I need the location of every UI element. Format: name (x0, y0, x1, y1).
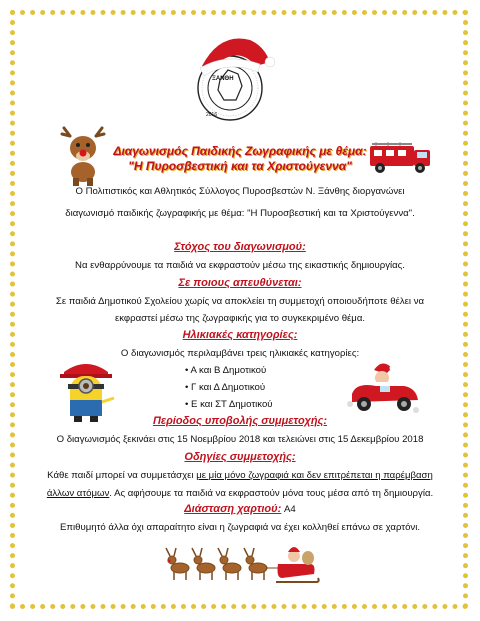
audience-heading: Σε ποιους απευθύνεται: (178, 277, 302, 289)
santa-sleigh-icon (160, 538, 320, 590)
goal-heading: Στόχος του διαγωνισμού: (174, 241, 306, 253)
instructions-line-1-a: Κάθε παιδί μπορεί να συμμετάσχει (47, 470, 197, 481)
instructions-line-1 (20, 468, 460, 483)
age-category-item: • Γ και Δ Δημοτικού (185, 379, 273, 396)
audience-line-1: Σε παιδιά Δημοτικού Σχολείου χωρίς να αποκλείει τη συμμετοχή οποιουδήποτε θέλει να (55, 296, 425, 307)
santa-car-icon (346, 360, 422, 416)
paper-label: Διάσταση χαρτιού: (184, 503, 282, 515)
period-text: Ο διαγωνισμός ξεκινάει στις 15 Νοεμβρίου 2018 και τελειώνει στις 15 Δεκεμβρίου 2018 (56, 434, 424, 445)
ages-heading: Ηλικιακές κατηγορίες: (182, 329, 298, 341)
instructions-heading: Οδηγίες συμμετοχής: (184, 451, 296, 463)
logo-year: 2016 (206, 112, 218, 118)
instructions-line-2 (20, 486, 460, 501)
instructions-line-2-a: άλλων ατόμων (46, 488, 110, 499)
ages-text: Ο διαγωνισμός περιλαμβάνει τρεις ηλικιακές κατηγορίες: (120, 348, 360, 359)
intro-line-2: διαγωνισμό παιδικής ζωγραφικής με θέμα: "Η Πυροσβεστική και τα Χριστούγεννα". (65, 208, 415, 219)
paper-note: Επιθυμητό άλλα όχι απαραίτητο είναι η ζωγραφιά να έχει κολληθεί επάνω σε χαρτόνι. (59, 522, 421, 533)
audience-line-2: εκφραστεί μέσω της ζωγραφικής για το συγκεκριμένο θέμα. (114, 313, 366, 324)
goal-text: Να ενθαρρύνουμε τα παιδιά να εκφραστούν μέσω της εικαστικής δημιουργίας. (75, 260, 405, 271)
paper-line (20, 502, 460, 517)
age-categories-list (185, 362, 273, 413)
age-category-item: • Ε και ΣΤ Δημοτικού (185, 396, 273, 413)
title-line-2: "Η Πυροσβεστική και τα Χριστούγεννα" (128, 159, 352, 173)
instructions-line-1-b: με μία μόνο ζωγραφιά και δεν επιτρέπεται η παρέμβαση (196, 470, 433, 481)
paper-value: A4 (281, 504, 296, 515)
logo-center-text: ΞΑΝΘΗ (212, 76, 234, 82)
intro-line-1: Ο Πολιτιστικός και Αθλητικός Σύλλογος Πυροσβεστών Ν. Ξάνθης διοργανώνει (75, 186, 405, 197)
instructions-line-2-b: . Ας αφήσουμε τα παιδιά να εκφραστούν μόνα τους μέσα από τη δημιουργία. (109, 488, 434, 499)
period-heading: Περίοδος υποβολής συμμετοχής: (152, 415, 328, 427)
title-line-1: Διαγωνισμός Παιδικής Ζωγραφικής με θέμα: (113, 144, 367, 158)
age-category-item: • Α και Β Δημοτικού (185, 362, 273, 379)
